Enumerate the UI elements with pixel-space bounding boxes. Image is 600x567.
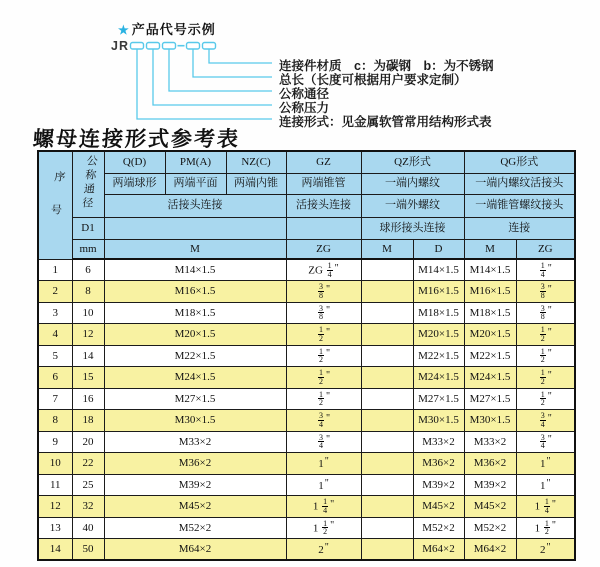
cell-dn: 8 [72,281,104,303]
fraction: $\frac{3}{8}$ [318,282,323,300]
cell-qz-m [361,259,413,281]
header-form-pma: PM(A) [165,151,226,173]
cell-qg-m: M33×2 [464,431,516,453]
cell-dn: 6 [72,259,104,281]
code-label-pressure: 公称压力 [279,101,330,115]
inch-mark: " [330,498,335,510]
cell-dn: 14 [72,345,104,367]
fraction: $\frac{3}{8}$ [540,282,545,300]
header-form-qz: QZ形式 [361,151,464,173]
cell-qg-m: M52×2 [464,517,516,539]
inch-mark: " [547,348,552,360]
cell-seq: 10 [38,453,72,475]
header-row-ends [38,173,575,194]
cell-seq: 9 [38,431,72,453]
cell-qg-m: M22×1.5 [464,345,516,367]
header-unit-qg-zg: ZG [516,239,575,259]
table-row [38,453,575,475]
table-row [38,496,575,518]
cell-m: M20×1.5 [104,324,286,346]
table-row [38,367,575,389]
connector-line [169,49,272,91]
cell-gz [286,302,361,324]
cell-dn: 25 [72,474,104,496]
cell-qg-m: M14×1.5 [464,259,516,281]
header-unit-qz-m: M [361,239,413,259]
inch-mark: " [324,541,329,553]
cell-qg-m: M20×1.5 [464,324,516,346]
cell-qz-d: M33×2 [413,431,464,453]
cell-m: M45×2 [104,496,286,518]
cell-gz [286,367,361,389]
cell-dn: 18 [72,410,104,432]
header-seq [38,151,72,259]
header-form-qg: QG形式 [464,151,575,173]
header-unit-zg: ZG [286,239,361,259]
header-conn-union-gz: 活接头连接 [286,194,361,217]
cell-seq: 3 [38,302,72,324]
cell-dn: 20 [72,431,104,453]
header-unit-m: M [104,239,286,259]
fraction: $\frac{1}{2}$ [540,389,545,408]
cell-m: M30×1.5 [104,410,286,432]
cell-qz-d: M52×2 [413,517,464,539]
cell-qg-m: M18×1.5 [464,302,516,324]
cell-qz-d: M14×1.5 [413,259,464,281]
fraction: $\frac{3}{4}$ [318,432,323,451]
header-ends-qz: 一端内螺纹 [361,173,464,194]
cell-qz-m [361,367,413,389]
cell-qz-d: M20×1.5 [413,324,464,346]
cell-qg-zg [516,345,575,367]
fraction: $\frac{1}{2}$ [540,368,545,386]
inch-mark: " [546,477,551,489]
header-dn [72,151,104,217]
cell-dn: 50 [72,539,104,561]
inch-mark: " [325,283,331,295]
cell-seq: 12 [38,496,72,518]
cell-seq: 13 [38,517,72,539]
cell-qz-m [361,474,413,496]
header-ends-qd: 两端球形 [104,173,165,194]
code-box [131,43,144,50]
inch-mark: " [325,348,331,360]
fraction: $\frac{1}{4}$ [540,261,545,279]
code-box [163,43,176,50]
inch-mark: " [330,520,335,532]
fraction: $\frac{1}{2}$ [318,346,323,365]
cell-seq: 5 [38,345,72,367]
cell-gz [286,431,361,453]
cell-qz-d: M18×1.5 [413,302,464,324]
header-mm: mm [72,239,104,259]
fraction: $\frac{3}{8}$ [540,303,545,322]
cell-qg-m: M24×1.5 [464,367,516,389]
header-row-connection [38,194,575,217]
table-row [38,388,575,410]
cell-dn: 22 [72,453,104,475]
cell-qg-m: M39×2 [464,474,516,496]
cell-m: M39×2 [104,474,286,496]
cell-qz-d: M30×1.5 [413,410,464,432]
code-label-length: 总长（长度可根据用户要求定制） [279,73,467,87]
code-box [147,43,160,50]
table-row [38,539,575,561]
header-ends-gz: 两端锥管 [286,173,361,194]
header-empty-cell [104,217,286,239]
cell-gz: 2" [286,539,361,561]
cell-dn: 32 [72,496,104,518]
table-row [38,474,575,496]
star-icon: ★ [118,23,130,37]
header-joint-conn: 连接 [464,217,575,239]
header-ends-nzc: 两端内锥 [226,173,286,194]
cell-gz: 1" [286,453,361,475]
inch-mark: " [325,326,331,338]
cell-gz: 1 $\frac{1}{2}$ " [286,517,361,539]
fraction: $\frac{3}{4}$ [540,411,545,429]
inch-mark: " [547,412,552,424]
inch-mark: " [325,369,331,381]
cell-qg-m: M36×2 [464,453,516,475]
cell-gz [286,388,361,410]
code-box [203,43,216,50]
fraction: $\frac{1}{2}$ [318,325,323,343]
table-row [38,302,575,324]
cell-gz [286,345,361,367]
cell-m: M27×1.5 [104,388,286,410]
cell-m: M33×2 [104,431,286,453]
fraction: $\frac{1}{2}$ [323,518,328,537]
cell-qz-m [361,388,413,410]
header-empty-cell [286,217,361,239]
header-dn-label: 公称通径 [79,154,98,211]
header-form-qd: Q(D) [104,151,165,173]
table-body [38,259,575,560]
inch-mark: " [325,305,331,317]
fraction: $\frac{3}{4}$ [540,432,545,451]
cell-qz-d: M24×1.5 [413,367,464,389]
fraction: $\frac{1}{2}$ [544,518,549,537]
cell-qg-m: M64×2 [464,539,516,561]
fraction: $\frac{1}{2}$ [540,325,545,343]
cell-gz [286,281,361,303]
inch-mark: " [334,262,339,274]
code-prefix: JR [111,39,129,53]
cell-qz-d: M16×1.5 [413,281,464,303]
cell-qz-d: M22×1.5 [413,345,464,367]
header-conn-ext: 一端外螺纹 [361,194,464,217]
connector-line [137,49,272,119]
header-d1: D1 [72,217,104,239]
header-row-units [38,239,575,259]
fraction: $\frac{1}{2}$ [318,389,323,408]
cell-gz: 1" [286,474,361,496]
cell-m: M14×1.5 [104,259,286,281]
cell-seq: 14 [38,539,72,561]
cell-qz-d: M36×2 [413,453,464,475]
cell-m: M22×1.5 [104,345,286,367]
header-unit-qz-d: D [413,239,464,259]
inch-mark: " [547,434,552,446]
header-conn-taper: 一端锥管螺纹接头 [464,194,575,217]
inch-mark: " [546,456,551,468]
cell-qz-d: M39×2 [413,474,464,496]
cell-m: M64×2 [104,539,286,561]
inch-mark: " [547,262,552,274]
table-row [38,431,575,453]
nut-connection-table [37,150,576,561]
cell-qz-m [361,281,413,303]
inch-mark: " [547,283,552,295]
inch-mark: " [325,412,331,424]
cell-gz [286,324,361,346]
code-label-diameter: 公称通径 [279,87,330,101]
header-ends-pma: 两端平面 [165,173,226,194]
cell-seq: 11 [38,474,72,496]
header-joint-ball: 球形接头连接 [361,217,464,239]
cell-qz-d: M27×1.5 [413,388,464,410]
header-conn-union: 活接头连接 [104,194,286,217]
table-row [38,345,575,367]
header-form-nzc: NZ(C) [226,151,286,173]
cell-qz-m [361,431,413,453]
cell-seq: 1 [38,259,72,281]
table-row [38,410,575,432]
cell-qz-m [361,324,413,346]
cell-qg-zg [516,324,575,346]
product-code-title-text: 产品代号示例 [131,22,216,37]
cell-qz-m [361,345,413,367]
cell-qg-zg [516,388,575,410]
cell-qg-zg [516,281,575,303]
cell-qg-zg [516,410,575,432]
inch-mark: " [325,434,331,446]
code-label-material: 连接件材质 c：为碳钢 b：为不锈钢 [279,59,494,73]
cell-seq: 8 [38,410,72,432]
inch-mark: " [547,305,552,317]
cell-qg-zg: 1" [516,453,575,475]
cell-seq: 4 [38,324,72,346]
cell-m: M16×1.5 [104,281,286,303]
fraction: $\frac{1}{2}$ [540,346,545,365]
cell-dn: 12 [72,324,104,346]
cell-qg-zg: 1" [516,474,575,496]
cell-qg-zg [516,367,575,389]
cell-qg-zg [516,431,575,453]
cell-dn: 15 [72,367,104,389]
header-unit-qg-m: M [464,239,516,259]
fraction: $\frac{3}{4}$ [318,411,323,429]
cell-qg-m: M16×1.5 [464,281,516,303]
code-label-connection: 连接形式：见金属软管常用结构形式表 [279,115,492,129]
cell-qz-d: M64×2 [413,539,464,561]
cell-m: M36×2 [104,453,286,475]
cell-qg-zg: 1 $\frac{1}{4}$ " [516,496,575,518]
fraction: $\frac{1}{4}$ [544,497,549,515]
cell-qz-m [361,517,413,539]
cell-dn: 40 [72,517,104,539]
inch-mark: " [551,520,556,532]
inch-mark: " [325,391,331,403]
cell-seq: 7 [38,388,72,410]
cell-dn: 16 [72,388,104,410]
table-row [38,259,575,281]
inch-mark: " [547,369,552,381]
cell-qz-m [361,453,413,475]
cell-qz-d: M45×2 [413,496,464,518]
cell-qg-zg [516,302,575,324]
inch-mark: " [551,498,556,510]
cell-qg-zg [516,259,575,281]
header-row-d1 [38,217,575,239]
cell-gz [286,410,361,432]
inch-mark: " [546,541,551,553]
cell-qz-m [361,496,413,518]
cell-qg-zg: 2" [516,539,575,561]
fraction: $\frac{1}{4}$ [323,497,328,515]
table-header [38,151,575,259]
inch-mark: " [547,326,552,338]
cell-gz: 1 $\frac{1}{4}$ " [286,496,361,518]
table-row [38,324,575,346]
cell-m: M18×1.5 [104,302,286,324]
header-form-gz: GZ [286,151,361,173]
table-title: 螺母连接形式参考表 [32,126,241,151]
cell-seq: 2 [38,281,72,303]
cell-m: M24×1.5 [104,367,286,389]
cell-gz: ZG $\frac{1}{4}$ " [286,259,361,281]
cell-qg-m: M45×2 [464,496,516,518]
cell-dn: 10 [72,302,104,324]
fraction: $\frac{1}{4}$ [327,261,332,279]
header-seq-label: 序号 [46,170,66,237]
cell-qz-m [361,302,413,324]
table-row [38,281,575,303]
header-ends-qg: 一端内螺纹活接头 [464,173,575,194]
cell-qg-m: M30×1.5 [464,410,516,432]
header-row-forms [38,151,575,173]
fraction: $\frac{1}{2}$ [318,368,323,386]
table-row [38,517,575,539]
cell-qz-m [361,539,413,561]
inch-mark: " [324,456,329,468]
connector-line [209,49,272,63]
cell-m: M52×2 [104,517,286,539]
code-box [187,43,200,50]
cell-qz-m [361,410,413,432]
inch-mark: " [547,391,552,403]
inch-mark: " [324,477,329,489]
cell-seq: 6 [38,367,72,389]
cell-qg-m: M27×1.5 [464,388,516,410]
fraction: $\frac{3}{8}$ [318,303,323,322]
cell-qg-zg: 1 $\frac{1}{2}$ " [516,517,575,539]
